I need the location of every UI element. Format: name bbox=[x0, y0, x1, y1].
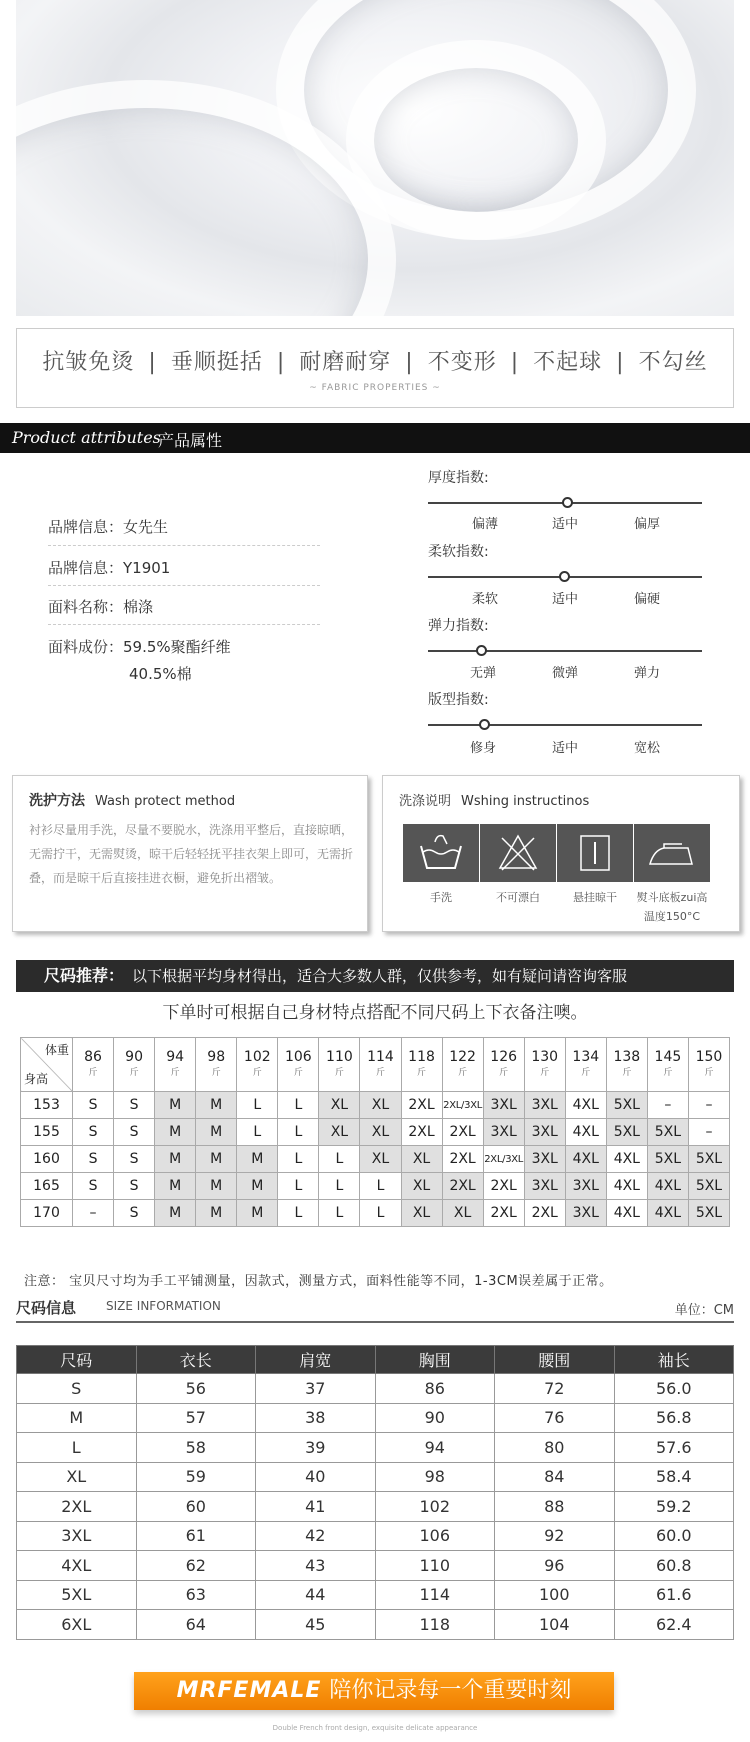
weight-unit: 斤 bbox=[458, 1067, 468, 1078]
size-info-cell: XL bbox=[17, 1462, 137, 1492]
weight-unit: 斤 bbox=[88, 1067, 98, 1078]
weight-header-cell bbox=[401, 1038, 442, 1092]
weight-value: 130 bbox=[531, 1048, 559, 1065]
weight-unit: 斤 bbox=[211, 1067, 221, 1078]
index-title: 版型指数: bbox=[428, 692, 489, 708]
weight-value: 118 bbox=[408, 1048, 435, 1065]
wash-instructions-title bbox=[399, 790, 589, 809]
hang-dry-label: 悬挂晾干 bbox=[573, 891, 617, 904]
index-title: 厚度指数: bbox=[428, 470, 489, 486]
index-title: 柔软指数: bbox=[428, 544, 489, 560]
size-cell: 2XL bbox=[483, 1173, 524, 1200]
size-info-column-header: 袖长 bbox=[614, 1346, 734, 1374]
size-cell: 3XL bbox=[524, 1173, 565, 1200]
size-cell: 4XL bbox=[606, 1146, 647, 1173]
size-info-cell: 38 bbox=[256, 1403, 376, 1433]
size-cell: XL bbox=[360, 1092, 401, 1119]
divider bbox=[48, 585, 320, 586]
index-label: 弹力 bbox=[633, 666, 660, 681]
weight-header-cell bbox=[565, 1038, 606, 1092]
weight-unit: 斤 bbox=[622, 1067, 632, 1078]
features-subtitle: ~ FABRIC PROPERTIES ~ bbox=[309, 383, 441, 393]
size-recommend-bar bbox=[16, 960, 734, 992]
size-cell: S bbox=[73, 1146, 114, 1173]
size-cell: XL bbox=[401, 1173, 442, 1200]
size-cell: M bbox=[196, 1092, 237, 1119]
size-recommend-title: 尺码推荐： bbox=[44, 966, 125, 985]
index-line bbox=[428, 724, 702, 726]
size-recommend-row bbox=[21, 1200, 730, 1227]
size-cell: XL bbox=[360, 1119, 401, 1146]
weight-header-cell bbox=[114, 1038, 155, 1092]
size-info-title-zh: 尺码信息 bbox=[16, 1299, 77, 1317]
size-cell: – bbox=[688, 1092, 729, 1119]
size-cell: 2XL bbox=[442, 1146, 483, 1173]
size-cell: 3XL bbox=[524, 1092, 565, 1119]
size-info-row bbox=[17, 1462, 734, 1492]
size-cell: 2XL/3XL bbox=[483, 1146, 524, 1173]
weight-header-cell bbox=[278, 1038, 319, 1092]
weight-value: 102 bbox=[243, 1048, 271, 1065]
hang-dry-icon bbox=[557, 824, 633, 882]
size-info-title-en: SIZE INFORMATION bbox=[106, 1299, 221, 1313]
weight-unit: 斤 bbox=[334, 1067, 344, 1078]
corner-cell bbox=[21, 1038, 73, 1092]
size-cell: S bbox=[114, 1092, 155, 1119]
weight-header-cell bbox=[483, 1038, 524, 1092]
size-cell: XL bbox=[319, 1119, 360, 1146]
feature-item: 不变形 bbox=[427, 350, 497, 375]
weight-value: 122 bbox=[449, 1048, 476, 1065]
size-cell: 2XL bbox=[442, 1119, 483, 1146]
index-label: 适中 bbox=[551, 592, 578, 607]
size-cell: M bbox=[196, 1173, 237, 1200]
weight-unit: 斤 bbox=[540, 1067, 550, 1078]
height-cell: 170 bbox=[21, 1200, 73, 1227]
index-label: 无弹 bbox=[469, 666, 496, 681]
size-cell: – bbox=[688, 1119, 729, 1146]
size-info-cell: 39 bbox=[256, 1433, 376, 1463]
fabric-features-box bbox=[16, 328, 734, 408]
wash-instructions-title-en: Wshing instructinos bbox=[461, 794, 590, 809]
size-cell: 4XL bbox=[606, 1200, 647, 1227]
size-cell: 4XL bbox=[565, 1119, 606, 1146]
size-info-cell: 45 bbox=[256, 1610, 376, 1640]
size-info-cell: 84 bbox=[495, 1462, 615, 1492]
weight-value: 106 bbox=[284, 1048, 312, 1065]
size-cell: M bbox=[237, 1146, 278, 1173]
size-cell: S bbox=[73, 1119, 114, 1146]
size-cell: L bbox=[319, 1200, 360, 1227]
size-info-cell: 90 bbox=[375, 1403, 495, 1433]
size-cell: 3XL bbox=[483, 1092, 524, 1119]
size-cell: L bbox=[278, 1200, 319, 1227]
size-recommend-text: 以下根据平均身材得出，适合大多数人群，仅供参考，如有疑问请咨询客服 bbox=[132, 967, 628, 985]
weight-unit: 斤 bbox=[663, 1067, 673, 1078]
wash-method-box bbox=[12, 775, 368, 932]
size-cell: S bbox=[114, 1173, 155, 1200]
no-bleach-label: 不可漂白 bbox=[496, 891, 540, 904]
height-cell: 155 bbox=[21, 1119, 73, 1146]
feature-separator: | bbox=[405, 350, 414, 375]
size-recommend-header-row bbox=[21, 1038, 730, 1092]
index-label: 适中 bbox=[551, 517, 578, 532]
feature-item: 耐磨耐穿 bbox=[299, 350, 392, 375]
size-recommend-subtitle: 下单时可根据自己身材特点搭配不同尺码上下衣备注噢。 bbox=[162, 1003, 588, 1023]
size-info-cell: S bbox=[17, 1374, 137, 1404]
index-label: 偏硬 bbox=[633, 592, 660, 607]
wash-method-title bbox=[29, 790, 235, 810]
size-info-cell: 72 bbox=[495, 1374, 615, 1404]
size-info-cell: 63 bbox=[136, 1580, 256, 1610]
size-info-cell: 61 bbox=[136, 1521, 256, 1551]
size-cell: 5XL bbox=[647, 1146, 688, 1173]
size-info-cell: 4XL bbox=[17, 1551, 137, 1581]
index-title: 弹力指数: bbox=[428, 618, 489, 634]
feature-item: 不起球 bbox=[533, 350, 603, 375]
weight-unit: 斤 bbox=[581, 1067, 591, 1078]
no-bleach-icon bbox=[480, 824, 556, 882]
size-info-cell: 94 bbox=[375, 1433, 495, 1463]
size-info-cell: 61.6 bbox=[614, 1580, 734, 1610]
size-cell: M bbox=[155, 1173, 196, 1200]
size-cell: 2XL bbox=[524, 1200, 565, 1227]
corner-height: 身高 bbox=[24, 1072, 49, 1086]
size-info-cell: 96 bbox=[495, 1551, 615, 1581]
index-label: 适中 bbox=[551, 741, 578, 756]
size-info-row bbox=[17, 1374, 734, 1404]
size-cell: S bbox=[114, 1200, 155, 1227]
size-info-cell: 5XL bbox=[17, 1580, 137, 1610]
features-list bbox=[17, 345, 733, 376]
size-cell: 3XL bbox=[524, 1146, 565, 1173]
feature-separator: | bbox=[148, 350, 157, 375]
weight-unit: 斤 bbox=[252, 1067, 262, 1078]
size-recommend-row bbox=[21, 1119, 730, 1146]
weight-unit: 斤 bbox=[704, 1067, 714, 1078]
weight-header-cell bbox=[196, 1038, 237, 1092]
size-cell: M bbox=[155, 1119, 196, 1146]
size-cell: S bbox=[114, 1119, 155, 1146]
weight-header-cell bbox=[319, 1038, 360, 1092]
weight-value: 94 bbox=[166, 1048, 185, 1065]
iron-label: 熨斗底板zui高 bbox=[636, 891, 708, 904]
size-cell: M bbox=[196, 1200, 237, 1227]
size-info-row bbox=[17, 1580, 734, 1610]
size-info-header-row bbox=[17, 1346, 734, 1374]
product-attributes-bar bbox=[0, 423, 750, 453]
wash-method-text: 衬衫尽量用手洗，尽量不要脱水，洗涤用平整后，直接晾晒，无需拧干，无需熨烫，晾干后轻轻抚平挂衣架上即可，无需折叠，而是晾干后直接挂进衣橱，避免折出褶皱。 bbox=[29, 823, 354, 885]
size-cell: L bbox=[278, 1092, 319, 1119]
model-info: 品牌信息：Y1901 bbox=[48, 559, 171, 577]
size-info-cell: 80 bbox=[495, 1433, 615, 1463]
feature-item: 垂顺挺括 bbox=[170, 350, 263, 375]
fabric-composition: 面料成份：59.5%聚酯纤维 bbox=[48, 638, 231, 656]
weight-value: 134 bbox=[572, 1048, 600, 1065]
brand-name: MRFEMALE bbox=[176, 1678, 322, 1703]
measurement-note: 注意： 宝贝尺寸均为手工平铺测量，因款式，测量方式，面料性能等不同，1-3CM误差属于正常。 bbox=[24, 1274, 613, 1289]
index-label: 偏厚 bbox=[633, 517, 660, 532]
size-info-cell: 41 bbox=[256, 1492, 376, 1522]
size-info-table bbox=[16, 1345, 734, 1640]
size-info-cell: 92 bbox=[495, 1521, 615, 1551]
weight-header-cell bbox=[360, 1038, 401, 1092]
size-info-cell: L bbox=[17, 1433, 137, 1463]
weight-value: 110 bbox=[326, 1048, 353, 1065]
size-cell: 5XL bbox=[606, 1092, 647, 1119]
size-info-cell: 37 bbox=[256, 1374, 376, 1404]
size-info-cell: 60.0 bbox=[614, 1521, 734, 1551]
size-info-cell: 58.4 bbox=[614, 1462, 734, 1492]
size-info-cell: 56.8 bbox=[614, 1403, 734, 1433]
size-cell: L bbox=[237, 1092, 278, 1119]
size-info-cell: 59 bbox=[136, 1462, 256, 1492]
size-cell: 2XL/3XL bbox=[442, 1092, 483, 1119]
size-info-cell: 42 bbox=[256, 1521, 376, 1551]
size-cell: 5XL bbox=[688, 1173, 729, 1200]
size-info-cell: 76 bbox=[495, 1403, 615, 1433]
size-info-cell: 98 bbox=[375, 1462, 495, 1492]
brand-slogan: 陪你记录每一个重要时刻 bbox=[329, 1678, 572, 1703]
size-info-cell: 110 bbox=[375, 1551, 495, 1581]
brand-info: 品牌信息：女先生 bbox=[48, 518, 169, 536]
size-info-cell: 114 bbox=[375, 1580, 495, 1610]
weight-unit: 斤 bbox=[375, 1067, 385, 1078]
height-cell: 160 bbox=[21, 1146, 73, 1173]
index-label: 偏薄 bbox=[471, 517, 498, 532]
weight-header-cell bbox=[237, 1038, 278, 1092]
weight-value: 86 bbox=[84, 1048, 102, 1065]
size-info-cell: 56 bbox=[136, 1374, 256, 1404]
size-info-cell: 88 bbox=[495, 1492, 615, 1522]
size-cell: – bbox=[73, 1200, 114, 1227]
size-info-row bbox=[17, 1521, 734, 1551]
size-info-cell: 43 bbox=[256, 1551, 376, 1581]
size-cell: L bbox=[237, 1119, 278, 1146]
weight-header-cell bbox=[155, 1038, 196, 1092]
weight-header-cell bbox=[442, 1038, 483, 1092]
size-cell: 5XL bbox=[688, 1146, 729, 1173]
size-info-unit: 单位：CM bbox=[674, 1303, 734, 1318]
size-cell: S bbox=[73, 1173, 114, 1200]
size-info-cell: M bbox=[17, 1403, 137, 1433]
attributes-title-en: Product attributes bbox=[12, 428, 161, 447]
weight-header-cell bbox=[73, 1038, 114, 1092]
size-cell: 5XL bbox=[606, 1119, 647, 1146]
size-cell: 5XL bbox=[688, 1200, 729, 1227]
index-label: 宽松 bbox=[633, 741, 660, 756]
feature-item: 不勾丝 bbox=[638, 350, 708, 375]
size-cell: 3XL bbox=[565, 1173, 606, 1200]
feature-separator: | bbox=[510, 350, 520, 375]
iron-icon bbox=[634, 824, 710, 882]
weight-header-cell bbox=[647, 1038, 688, 1092]
index-label: 柔软 bbox=[471, 592, 498, 607]
feature-separator: | bbox=[276, 350, 286, 375]
size-info-cell: 102 bbox=[375, 1492, 495, 1522]
size-cell: 4XL bbox=[565, 1092, 606, 1119]
weight-header-cell bbox=[688, 1038, 729, 1092]
size-info-cell: 2XL bbox=[17, 1492, 137, 1522]
size-cell: 4XL bbox=[647, 1173, 688, 1200]
size-cell: M bbox=[155, 1146, 196, 1173]
size-recommend-row bbox=[21, 1146, 730, 1173]
size-cell: 4XL bbox=[606, 1173, 647, 1200]
wash-instructions-box bbox=[382, 775, 740, 932]
wash-method-title-en: Wash protect method bbox=[95, 794, 236, 809]
size-info-column-header: 胸围 bbox=[375, 1346, 495, 1374]
index-marker bbox=[479, 719, 490, 730]
divider bbox=[48, 624, 320, 625]
size-cell: XL bbox=[401, 1146, 442, 1173]
size-cell: L bbox=[319, 1146, 360, 1173]
size-cell: 4XL bbox=[647, 1200, 688, 1227]
index-line bbox=[428, 650, 702, 652]
weight-value: 90 bbox=[125, 1048, 143, 1065]
weight-value: 138 bbox=[613, 1048, 641, 1065]
attributes-title-zh: 产品属性 bbox=[158, 431, 223, 450]
size-info-cell: 58 bbox=[136, 1433, 256, 1463]
index-marker bbox=[559, 571, 570, 582]
size-info-cell: 106 bbox=[375, 1521, 495, 1551]
fabric-name: 面料名称：棉涤 bbox=[48, 598, 154, 616]
weight-value: 114 bbox=[367, 1048, 394, 1065]
size-cell: 3XL bbox=[483, 1119, 524, 1146]
divider bbox=[48, 545, 320, 546]
weight-header-cell bbox=[524, 1038, 565, 1092]
feature-item: 抗皱免烫 bbox=[42, 350, 135, 375]
size-info-column-header: 尺码 bbox=[17, 1346, 137, 1374]
size-cell: 3XL bbox=[565, 1200, 606, 1227]
size-cell: 2XL bbox=[401, 1092, 442, 1119]
weight-value: 126 bbox=[490, 1048, 518, 1065]
size-cell: XL bbox=[319, 1092, 360, 1119]
corner-weight: 体重 bbox=[44, 1043, 69, 1057]
size-info-cell: 57 bbox=[136, 1403, 256, 1433]
height-cell: 153 bbox=[21, 1092, 73, 1119]
size-cell: 5XL bbox=[647, 1119, 688, 1146]
brand-banner bbox=[134, 1672, 614, 1710]
size-cell: L bbox=[319, 1173, 360, 1200]
index-label: 微弹 bbox=[551, 666, 578, 681]
size-cell: XL bbox=[360, 1146, 401, 1173]
weight-value: 145 bbox=[654, 1048, 682, 1065]
feature-separator: | bbox=[616, 350, 625, 375]
wash-method-title-zh: 洗护方法 bbox=[29, 793, 85, 809]
iron-temperature-note: 温度150°C bbox=[643, 910, 701, 923]
size-cell: L bbox=[278, 1119, 319, 1146]
size-info-cell: 57.6 bbox=[614, 1433, 734, 1463]
fabric-composition-2: 40.5%棉 bbox=[129, 665, 192, 683]
size-info-cell: 62.4 bbox=[614, 1610, 734, 1640]
size-cell: L bbox=[360, 1173, 401, 1200]
hand-wash-icon bbox=[403, 824, 479, 882]
size-cell: M bbox=[237, 1200, 278, 1227]
weight-unit: 斤 bbox=[417, 1067, 427, 1078]
height-cell: 165 bbox=[21, 1173, 73, 1200]
weight-value: 98 bbox=[207, 1048, 226, 1065]
size-cell: M bbox=[155, 1200, 196, 1227]
brand-tagline: Double French front design, exquisite delicate appearance bbox=[272, 1724, 478, 1732]
size-info-row bbox=[17, 1492, 734, 1522]
size-cell: XL bbox=[442, 1200, 483, 1227]
size-info-row bbox=[17, 1610, 734, 1640]
size-cell: 2XL bbox=[483, 1200, 524, 1227]
size-info-cell: 60 bbox=[136, 1492, 256, 1522]
size-cell: S bbox=[73, 1092, 114, 1119]
hand-wash-label: 手洗 bbox=[430, 891, 452, 904]
size-info-cell: 60.8 bbox=[614, 1551, 734, 1581]
weight-value: 150 bbox=[695, 1048, 723, 1065]
size-info-column-header: 腰围 bbox=[495, 1346, 615, 1374]
size-info-cell: 104 bbox=[495, 1610, 615, 1640]
index-marker bbox=[562, 497, 573, 508]
size-info-cell: 6XL bbox=[17, 1610, 137, 1640]
size-recommend-row bbox=[21, 1092, 730, 1119]
size-info-column-header: 衣长 bbox=[136, 1346, 256, 1374]
size-info-cell: 64 bbox=[136, 1610, 256, 1640]
weight-unit: 斤 bbox=[129, 1067, 139, 1078]
size-info-cell: 62 bbox=[136, 1551, 256, 1581]
size-cell: 2XL bbox=[442, 1173, 483, 1200]
weight-unit: 斤 bbox=[170, 1067, 180, 1078]
size-info-cell: 56.0 bbox=[614, 1374, 734, 1404]
size-cell: XL bbox=[401, 1200, 442, 1227]
size-cell: M bbox=[196, 1146, 237, 1173]
size-cell: L bbox=[278, 1146, 319, 1173]
weight-unit: 斤 bbox=[293, 1067, 303, 1078]
index-label: 修身 bbox=[469, 741, 496, 756]
size-cell: M bbox=[196, 1119, 237, 1146]
index-marker bbox=[476, 645, 487, 656]
size-recommend-table bbox=[20, 1037, 730, 1227]
weight-unit: 斤 bbox=[499, 1067, 509, 1078]
size-info-cell: 40 bbox=[256, 1462, 376, 1492]
size-info-cell: 86 bbox=[375, 1374, 495, 1404]
size-cell: S bbox=[114, 1146, 155, 1173]
size-info-cell: 118 bbox=[375, 1610, 495, 1640]
wash-instructions-title-zh: 洗涤说明 bbox=[399, 794, 452, 809]
size-info-row bbox=[17, 1433, 734, 1463]
size-cell: M bbox=[155, 1092, 196, 1119]
size-info-cell: 3XL bbox=[17, 1521, 137, 1551]
size-cell: 3XL bbox=[524, 1119, 565, 1146]
size-cell: 4XL bbox=[565, 1146, 606, 1173]
size-cell: – bbox=[647, 1092, 688, 1119]
size-info-cell: 100 bbox=[495, 1580, 615, 1610]
weight-header-cell bbox=[606, 1038, 647, 1092]
size-info-row bbox=[17, 1403, 734, 1433]
size-info-cell: 59.2 bbox=[614, 1492, 734, 1522]
size-info-cell: 44 bbox=[256, 1580, 376, 1610]
size-info-column-header: 肩宽 bbox=[256, 1346, 376, 1374]
size-recommend-row bbox=[21, 1173, 730, 1200]
size-cell: M bbox=[237, 1173, 278, 1200]
size-cell: L bbox=[360, 1200, 401, 1227]
size-cell: L bbox=[278, 1173, 319, 1200]
size-info-header bbox=[16, 1295, 734, 1323]
fabric-photo bbox=[16, 0, 734, 316]
size-cell: 2XL bbox=[401, 1119, 442, 1146]
size-info-row bbox=[17, 1551, 734, 1581]
